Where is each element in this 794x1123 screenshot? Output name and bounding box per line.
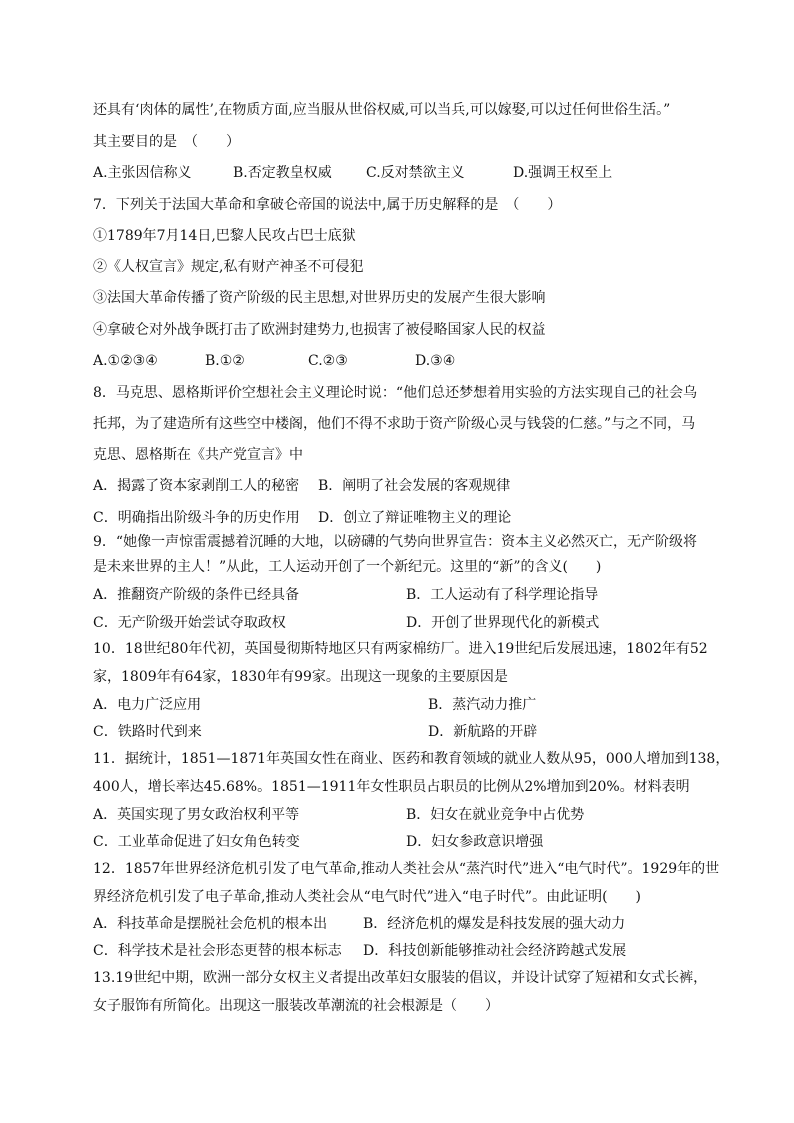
q7-option-a[interactable]: A.①②③④ bbox=[93, 353, 158, 369]
q12-option-b[interactable]: B．经济危机的爆发是科技发展的强大动力 bbox=[363, 916, 626, 932]
q9-line-1: 9．“她像一声惊雷震撼着沉睡的大地，以磅礴的气势向世界宣告：资本主义必然灭亡，无产阶级将 bbox=[93, 534, 698, 550]
q7-item-4: ④拿破仑对外战争既打击了欧洲封建势力,也损害了被侵略国家人民的权益 bbox=[93, 322, 546, 338]
q6-option-c[interactable]: C.反对禁欲主义 bbox=[366, 165, 465, 181]
q7-stem: 7．下列关于法国大革命和拿破仑帝国的说法中,属于历史解释的是 （ ） bbox=[93, 197, 562, 213]
q10-line-1: 10．18世纪80年代初，英国曼彻斯特地区只有两家棉纺厂。进入19世纪后发展迅速，1802年有52 bbox=[93, 641, 708, 657]
q7-item-1: ①1789年7月14日,巴黎人民攻占巴士底狱 bbox=[93, 228, 356, 244]
q12-line-2: 界经济危机引发了电子革命,推动人类社会从“电气时代”进入“电子时代”。由此证明( ) bbox=[93, 889, 642, 905]
q8-line-2: 托邦，为了建造所有这些空中楼阁，他们不得不求助于资产阶级心灵与钱袋的仁慈。”与之不同，马 bbox=[93, 416, 696, 432]
q9-line-2: 是未来世界的主人！”从此，工人运动开创了一个新纪元。这里的“新”的含义( ) bbox=[93, 559, 602, 575]
q11-option-d[interactable]: D．妇女参政意识增强 bbox=[406, 834, 544, 850]
q10-option-c[interactable]: C．铁路时代到来 bbox=[93, 724, 202, 740]
q6-line-2: 其主要目的是 （ ） bbox=[93, 134, 240, 150]
q7-item-2: ②《人权宣言》规定,私有财产神圣不可侵犯 bbox=[93, 259, 364, 275]
q8-option-b[interactable]: B．阐明了社会发展的客观规律 bbox=[318, 478, 511, 494]
q12-option-c[interactable]: C．科学技术是社会形态更替的根本标志 bbox=[93, 943, 342, 959]
q6-option-d[interactable]: D.强调王权至上 bbox=[513, 165, 613, 181]
q8-line-3: 克思、恩格斯在《共产党宣言》中 bbox=[93, 447, 303, 463]
q9-option-c[interactable]: C．无产阶级开始尝试夺取政权 bbox=[93, 615, 286, 631]
q10-line-2: 家，1809年有64家，1830年有99家。出现这一现象的主要原因是 bbox=[93, 669, 508, 685]
q12-option-d[interactable]: D．科技创新能够推动社会经济跨越式发展 bbox=[363, 943, 627, 959]
q12-option-a[interactable]: A．科技革命是摆脱社会危机的根本出 bbox=[93, 916, 328, 932]
q12-line-1: 12．1857年世界经济危机引发了电气革命,推动人类社会从“蒸汽时代”进入“电气时代”。1929年的世 bbox=[93, 861, 720, 877]
q13-line-1: 13.19世纪中期，欧洲一部分女权主义者提出改革妇女服装的倡议，并设计试穿了短裙和女式长裤， bbox=[93, 970, 708, 986]
q6-option-b[interactable]: B.否定教皇权威 bbox=[233, 165, 332, 181]
q11-option-c[interactable]: C．工业革命促进了妇女角色转变 bbox=[93, 834, 300, 850]
q7-option-c[interactable]: C.②③ bbox=[308, 353, 348, 369]
q8-option-d[interactable]: D．创立了辩证唯物主义的理论 bbox=[318, 510, 512, 526]
q6-line-1: 还具有‘肉体的属性’,在物质方面,应当服从世俗权威,可以当兵,可以嫁娶,可以过任何世俗生活。” bbox=[93, 102, 671, 118]
q7-option-b[interactable]: B.①② bbox=[205, 353, 245, 369]
q11-option-a[interactable]: A．英国实现了男女政治权利平等 bbox=[93, 807, 300, 823]
q8-line-1: 8．马克思、恩格斯评价空想社会主义理论时说：“他们总还梦想着用实验的方法实现自己的社会乌 bbox=[93, 385, 698, 401]
q11-line-1: 11．据统计，1851—1871年英国女性在商业、医药和教育领域的就业人数从95，000人增加到138， bbox=[93, 751, 730, 767]
q8-option-c[interactable]: C．明确指出阶级斗争的历史作用 bbox=[93, 510, 300, 526]
q10-option-b[interactable]: B．蒸汽动力推广 bbox=[428, 697, 537, 713]
q8-option-a[interactable]: A．揭露了资本家剥削工人的秘密 bbox=[93, 478, 300, 494]
q7-option-d[interactable]: D.③④ bbox=[415, 353, 456, 369]
q11-option-b[interactable]: B．妇女在就业竞争中占优势 bbox=[406, 807, 585, 823]
q9-option-a[interactable]: A．推翻资产阶级的条件已经具备 bbox=[93, 587, 300, 603]
q13-line-2: 女子服饰有所简化。出现这一服装改革潮流的社会根源是（ ） bbox=[93, 998, 499, 1014]
q7-item-3: ③法国大革命传播了资产阶级的民主思想,对世界历史的发展产生很大影响 bbox=[93, 290, 546, 306]
q9-option-b[interactable]: B．工人运动有了科学理论指导 bbox=[406, 587, 599, 603]
q6-option-a[interactable]: A.主张因信称义 bbox=[93, 165, 192, 181]
q10-option-a[interactable]: A．电力广泛应用 bbox=[93, 697, 202, 713]
q9-option-d[interactable]: D．开创了世界现代化的新模式 bbox=[406, 615, 600, 631]
q11-line-2: 400人，增长率达45.68%。1851—1911年女性职员占职员的比例从2%增加到20%。材料表明 bbox=[93, 779, 690, 795]
q10-option-d[interactable]: D．新航路的开辟 bbox=[428, 724, 538, 740]
